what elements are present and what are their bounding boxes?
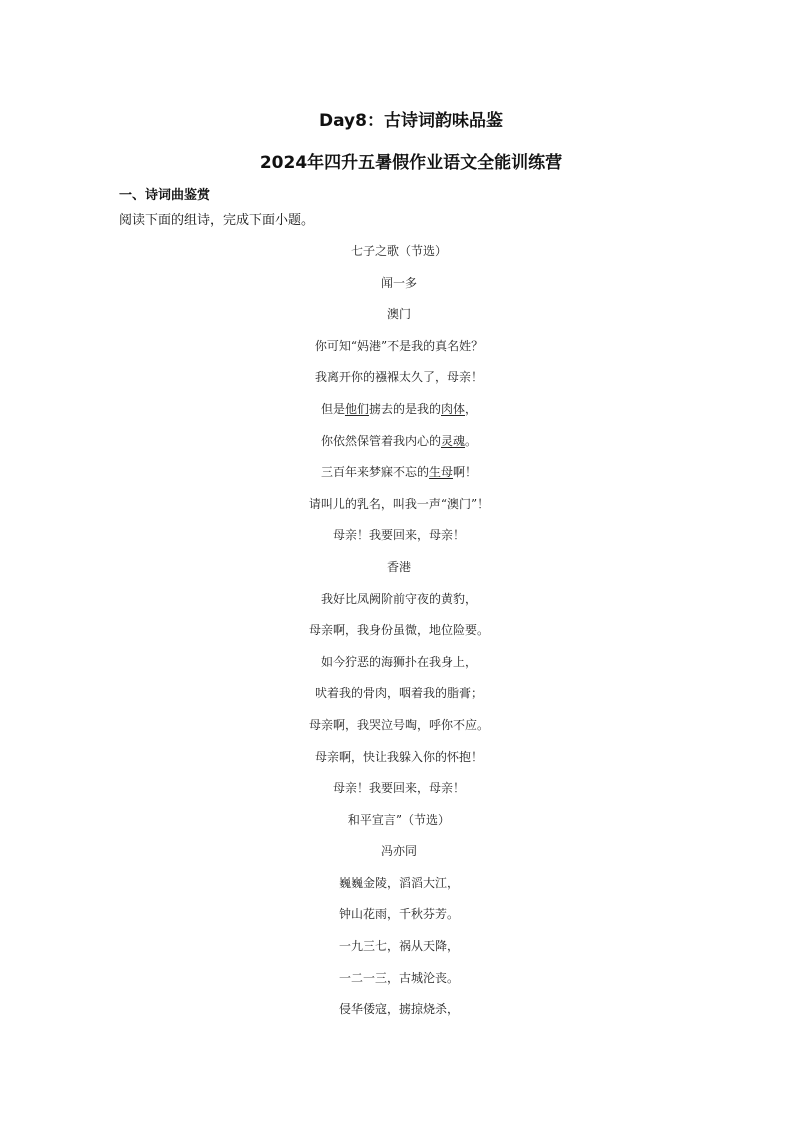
poem-line: 你可知“妈港”不是我的真名姓？ xyxy=(314,338,484,353)
text-span: 啊！ xyxy=(453,465,478,480)
poem-line: 巍巍金陵，滔滔大江， xyxy=(338,875,459,890)
poem-line: 母亲！我要回来，母亲！ xyxy=(332,781,465,796)
poem2-title: 和平宣言”（节选） xyxy=(347,812,451,827)
poem-line: 我好比凤阙阶前守夜的黄豹， xyxy=(320,591,477,606)
text-span: 但是 xyxy=(320,401,345,416)
text-span: 三百年来梦寐不忘的 xyxy=(320,465,429,480)
text-span: 。 xyxy=(465,433,478,448)
poem-line xyxy=(2,394,794,426)
poem-line: 母亲啊，我身份虽微，地位险要。 xyxy=(308,623,489,638)
page-subtitle: 2024年四升五暑假作业语文全能训练营 xyxy=(259,153,563,173)
poem-block xyxy=(0,236,794,1026)
poem-line xyxy=(2,426,794,458)
poem-line: 一九三七，祸从天降， xyxy=(338,939,459,954)
text-span: 你依然保管着我内心的 xyxy=(320,433,441,448)
underlined-word: 灵魂 xyxy=(440,433,465,448)
poem-title: 七子之歌（节选） xyxy=(350,244,447,258)
poem-line xyxy=(2,457,794,489)
poem2-author: 冯亦同 xyxy=(380,844,417,859)
text-span: 掳去的是我的 xyxy=(368,401,441,416)
poem-line: 吠着我的骨肉，咽着我的脂膏； xyxy=(314,686,483,701)
part-heading-hongkong: 香港 xyxy=(386,559,411,574)
poem-line: 我离开你的襁褓太久了，母亲！ xyxy=(314,370,483,385)
poem-line: 请叫儿的乳名，叫我一声“澳门”！ xyxy=(308,496,490,511)
poem-line: 钟山花雨，千秋芬芳。 xyxy=(338,907,459,922)
underlined-word: 他们 xyxy=(344,401,369,416)
text-span: ， xyxy=(465,401,478,416)
section-heading: 一、诗词曲鉴赏 xyxy=(119,188,211,203)
instruction-text: 阅读下面的组诗，完成下面小题。 xyxy=(119,213,315,228)
poem-line: 母亲啊，我哭泣号啕，呼你不应。 xyxy=(308,717,489,732)
poem-line: 母亲啊，快让我躲入你的怀抱！ xyxy=(314,749,483,764)
poem-line: 侵华倭寇，掳掠烧杀， xyxy=(338,1002,459,1017)
page-title: Day8：古诗词韵味品鉴 xyxy=(319,111,503,131)
poem-line: 如今狞恶的海狮扑在我身上， xyxy=(320,654,477,669)
part-heading-macau: 澳门 xyxy=(386,307,411,322)
poem-line: 母亲！我要回来，母亲！ xyxy=(332,528,465,543)
underlined-word: 生母 xyxy=(428,465,453,480)
poem-line: 一二一三，古城沦丧。 xyxy=(338,970,459,985)
poem-author: 闻一多 xyxy=(380,275,417,290)
underlined-word: 肉体 xyxy=(441,401,466,416)
